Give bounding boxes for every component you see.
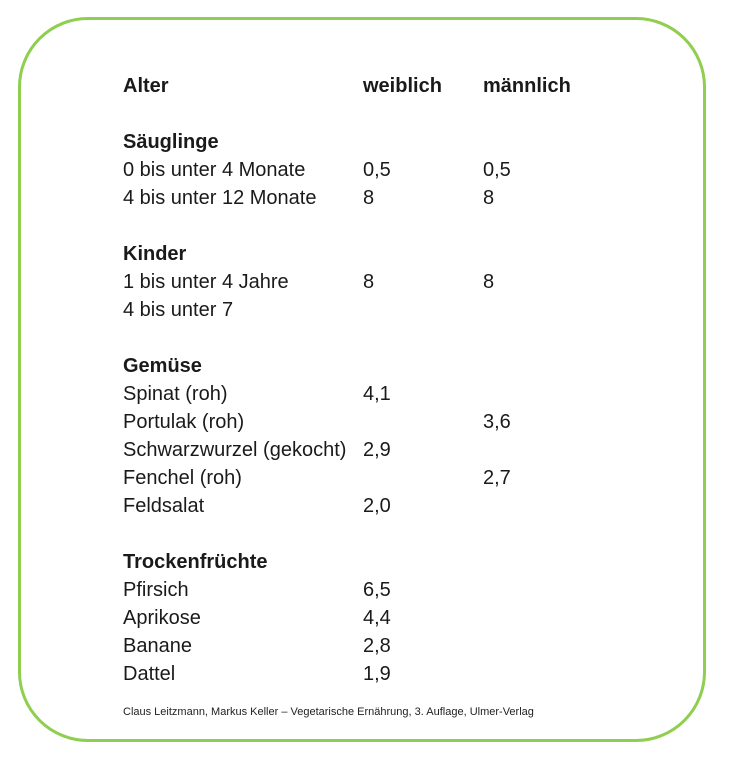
header-female: weiblich: [363, 75, 442, 97]
section-title-text: Trockenfrüchte: [123, 551, 268, 573]
value-female: 0,5: [363, 159, 391, 181]
row-label: 4 bis unter 7: [123, 299, 234, 321]
row-label: Banane: [123, 635, 192, 657]
table-card: [18, 17, 706, 742]
row-label: Spinat (roh): [123, 383, 228, 405]
value-female: 8: [363, 271, 375, 293]
row-label: Portulak (roh): [123, 411, 245, 433]
value-male: 2,7: [483, 467, 511, 489]
row-label: Aprikose: [123, 607, 201, 629]
section-title-text: Säuglinge: [123, 131, 219, 153]
value-female: 2,9: [363, 439, 391, 461]
row-label: Schwarzwurzel (gekocht): [123, 439, 347, 461]
row-label: 1 bis unter 4 Jahre: [123, 271, 289, 293]
section-title-text: Kinder: [123, 243, 187, 265]
row-label: 4 bis unter 12 Monate: [123, 187, 317, 209]
value-male: 8: [483, 187, 495, 209]
value-female: 2,8: [363, 635, 391, 657]
value-female: 2,0: [363, 495, 391, 517]
row-label: Feldsalat: [123, 495, 205, 517]
value-female: 4,1: [363, 383, 391, 405]
value-male: 0,5: [483, 159, 511, 181]
row-label: Dattel: [123, 663, 176, 685]
row-label: Fenchel (roh): [123, 467, 242, 489]
row-label: Pfirsich: [123, 579, 189, 601]
header-male: männlich: [483, 75, 571, 97]
value-female: 8: [363, 187, 375, 209]
value-male: 8: [483, 271, 495, 293]
value-female: 4,4: [363, 607, 391, 629]
row-label: 0 bis unter 4 Monate: [123, 159, 306, 181]
value-female: 6,5: [363, 579, 391, 601]
value-female: 1,9: [363, 663, 391, 685]
section-title-text: Gemüse: [123, 355, 202, 377]
source-footnote: Claus Leitzmann, Markus Keller – Vegetarische Ernährung, 3. Auflage, Ulmer-Verlag: [123, 706, 534, 718]
header-age: Alter: [123, 75, 169, 97]
value-male: 3,6: [483, 411, 511, 433]
